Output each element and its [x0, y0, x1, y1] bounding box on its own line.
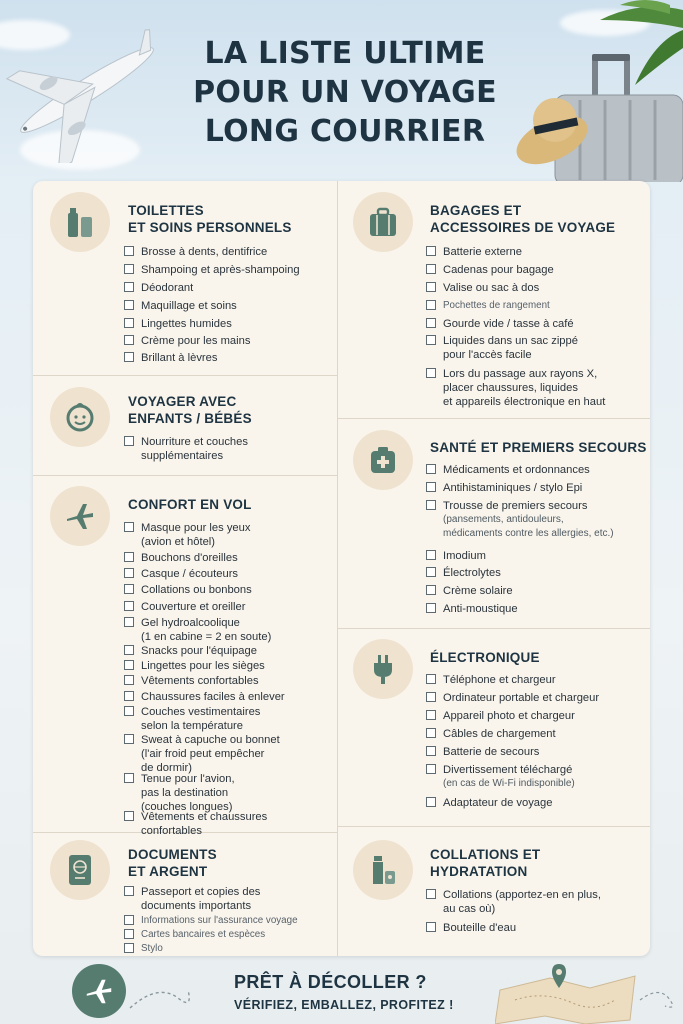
item-line: Casque / écouteurs	[141, 568, 239, 580]
item-line: confortables	[141, 825, 202, 837]
item-label	[141, 674, 259, 688]
section-title-line: ET SOINS PERSONNELS	[128, 220, 292, 235]
section-title	[128, 202, 292, 236]
section-divider	[33, 475, 337, 476]
item-line: Divertissement téléchargé	[443, 764, 573, 776]
checkbox[interactable]	[124, 915, 134, 925]
item-line: (l'air froid peut empêcher	[141, 748, 265, 760]
section-title-line: ET ARGENT	[128, 864, 208, 879]
checkbox[interactable]	[426, 889, 436, 899]
item-label	[443, 566, 501, 580]
section-title-line: HYDRATATION	[430, 864, 528, 879]
checkbox[interactable]	[426, 710, 436, 720]
checkbox[interactable]	[124, 282, 134, 292]
item-label	[141, 583, 252, 597]
first-aid-icon	[353, 430, 413, 490]
item-label: Cartes bancaires et espèces	[141, 929, 266, 940]
item-line: Vêtements confortables	[141, 675, 259, 687]
bottle-icon	[353, 840, 413, 900]
item-label	[443, 299, 550, 313]
section-title-line: ENFANTS / BÉBÉS	[128, 411, 252, 426]
checkbox[interactable]	[426, 282, 436, 292]
checkbox[interactable]	[426, 603, 436, 613]
section-title-line: CONFORT EN VOL	[128, 497, 252, 512]
item-label	[443, 245, 522, 259]
checkbox[interactable]	[426, 500, 436, 510]
item-label	[443, 463, 590, 477]
checkbox[interactable]	[124, 552, 134, 562]
section-title-line: BAGAGES ET	[430, 203, 522, 218]
checkbox[interactable]	[426, 368, 436, 378]
title-line: LA LISTE ULTIME	[204, 36, 486, 71]
item-label: Brosse à dents, dentifrice	[141, 246, 268, 258]
section-title-line: DOCUMENTS	[128, 847, 217, 862]
section-title-line: VOYAGER AVEC	[128, 394, 237, 409]
title-line: POUR UN VOYAGE	[193, 75, 497, 110]
item-line: Adaptateur de voyage	[443, 797, 553, 809]
checkbox[interactable]	[426, 567, 436, 577]
suitcase-icon	[353, 192, 413, 252]
item-label	[141, 551, 238, 565]
item-line: Collations ou bonbons	[141, 584, 252, 596]
item-label	[141, 772, 235, 814]
checkbox[interactable]	[124, 734, 134, 744]
checkbox[interactable]	[426, 482, 436, 492]
item-label: Stylo	[141, 943, 163, 954]
checkbox[interactable]	[124, 601, 134, 611]
checkbox[interactable]	[426, 585, 436, 595]
checkbox[interactable]	[124, 660, 134, 670]
checkbox[interactable]	[426, 797, 436, 807]
item-label	[443, 281, 539, 295]
item-label	[443, 745, 539, 759]
item-line: Antihistaminiques / stylo Epi	[443, 482, 583, 494]
item-line: Pochettes de rangement	[443, 300, 550, 311]
checkbox[interactable]	[124, 811, 134, 821]
checkbox[interactable]	[124, 675, 134, 685]
item-label: Crème pour les mains	[141, 335, 251, 347]
checkbox[interactable]	[426, 550, 436, 560]
item-line: Couches vestimentaires	[141, 706, 261, 718]
item-line: médicaments contre les allergies, etc.)	[443, 528, 614, 539]
item-label	[443, 888, 601, 916]
airplane-illustration	[0, 18, 175, 163]
checkbox[interactable]	[426, 300, 436, 310]
checkbox[interactable]	[426, 335, 436, 345]
item-label	[443, 763, 575, 791]
item-label	[141, 885, 260, 913]
item-line: Chaussures faciles à enlever	[141, 691, 285, 703]
item-line: Gel hydroalcoolique	[141, 617, 240, 629]
checkbox[interactable]	[426, 746, 436, 756]
item-line: Téléphone et chargeur	[443, 674, 556, 686]
item-label	[443, 673, 556, 687]
airplane-icon	[50, 486, 110, 546]
item-label	[443, 334, 578, 362]
item-line: supplémentaires	[141, 450, 224, 462]
checkbox[interactable]	[124, 335, 134, 345]
item-label	[443, 481, 582, 495]
item-line: Masque pour les yeux	[141, 522, 251, 534]
item-line: Câbles de chargement	[443, 728, 556, 740]
section-divider	[337, 418, 650, 419]
plug-icon	[353, 639, 413, 699]
item-line: et appareils électronique en haut	[443, 396, 606, 408]
checkbox[interactable]	[124, 706, 134, 716]
checkbox[interactable]	[426, 318, 436, 328]
section-divider	[337, 628, 650, 629]
item-label	[443, 499, 614, 541]
item-label: Shampoing et après-shampoing	[141, 264, 300, 276]
item-line: selon la température	[141, 720, 243, 732]
checkbox[interactable]	[426, 922, 436, 932]
item-line: placer chaussures, liquides	[443, 382, 578, 394]
item-label	[443, 796, 552, 810]
checkbox[interactable]	[426, 246, 436, 256]
checkbox[interactable]	[124, 691, 134, 701]
item-label: Bouteille d'eau	[443, 922, 517, 934]
item-line: (1 en cabine = 2 en soute)	[141, 631, 272, 643]
section-title	[128, 846, 217, 880]
item-line: Crème solaire	[443, 585, 513, 597]
checkbox[interactable]	[124, 300, 134, 310]
item-label	[443, 317, 574, 331]
item-line: Collations (apportez-en en plus,	[443, 889, 601, 901]
checkbox[interactable]	[124, 352, 134, 362]
item-label	[443, 263, 554, 277]
item-label	[443, 727, 556, 741]
item-line: au cas où)	[443, 903, 496, 915]
footer-title: PRÊT À DÉCOLLER ?	[234, 972, 427, 992]
item-label	[141, 733, 280, 775]
item-label	[443, 549, 486, 563]
item-line: pas la destination	[141, 787, 229, 799]
item-line: Valise ou sac à dos	[443, 282, 540, 294]
item-label	[443, 602, 518, 616]
item-line: documents importants	[141, 900, 252, 912]
checkbox[interactable]	[124, 929, 134, 939]
checkbox[interactable]	[124, 264, 134, 274]
item-line: pour l'accès facile	[443, 349, 532, 361]
item-line: Médicaments et ordonnances	[443, 464, 590, 476]
item-line: Vêtements et chaussures	[141, 811, 268, 823]
airplane-icon	[72, 964, 126, 1018]
item-line: Ordinateur portable et chargeur	[443, 692, 600, 704]
item-line: Batterie externe	[443, 246, 522, 258]
item-label	[141, 659, 265, 673]
checkbox[interactable]	[426, 264, 436, 274]
checkbox[interactable]	[124, 584, 134, 594]
checkbox[interactable]	[124, 886, 134, 896]
item-label	[141, 435, 248, 463]
checkbox[interactable]	[426, 728, 436, 738]
section-title	[430, 439, 647, 456]
item-line: Anti-moustique	[443, 603, 518, 615]
item-label: Brillant à lèvres	[141, 352, 218, 364]
item-label	[141, 600, 245, 614]
section-title	[430, 649, 540, 666]
checkbox[interactable]	[124, 246, 134, 256]
item-line: Passeport et copies des	[141, 886, 261, 898]
item-line: Nourriture et couches	[141, 436, 248, 448]
checkbox[interactable]	[426, 692, 436, 702]
dashed-path	[128, 978, 208, 1018]
item-line: Lors du passage aux rayons X,	[443, 368, 598, 380]
item-line: Bouchons d'oreilles	[141, 552, 238, 564]
item-label	[443, 709, 575, 723]
item-line: (en cas de Wi-Fi indisponible)	[443, 778, 575, 789]
item-line: (avion et hôtel)	[141, 536, 216, 548]
map-illustration	[495, 960, 683, 1024]
item-line: (pansements, antidouleurs,	[443, 514, 564, 525]
page-title	[150, 34, 540, 151]
column-divider	[337, 181, 338, 956]
item-label	[141, 644, 257, 658]
section-divider	[337, 826, 650, 827]
checkbox[interactable]	[124, 522, 134, 532]
item-line: Liquides dans un sac zippé	[443, 335, 578, 347]
item-label	[443, 691, 599, 705]
item-line: Sweat à capuche ou bonnet	[141, 734, 280, 746]
item-label: Informations sur l'assurance voyage	[141, 915, 298, 926]
item-line: Cadenas pour bagage	[443, 264, 554, 276]
item-line: Batterie de secours	[443, 746, 540, 758]
checkbox[interactable]	[124, 318, 134, 328]
section-title-line: SANTÉ ET PREMIERS SECOURS	[430, 440, 647, 455]
checkbox[interactable]	[124, 436, 134, 446]
item-label: Déodorant	[141, 282, 194, 294]
item-line: Appareil photo et chargeur	[443, 710, 575, 722]
item-line: Électrolytes	[443, 567, 501, 579]
toiletries-icon	[50, 192, 110, 252]
item-label: Lingettes humides	[141, 318, 232, 330]
item-line: de dormir)	[141, 762, 192, 774]
checkbox[interactable]	[426, 764, 436, 774]
checkbox[interactable]	[124, 773, 134, 783]
checkbox[interactable]	[124, 645, 134, 655]
item-label	[141, 567, 238, 581]
baby-icon	[50, 387, 110, 447]
item-label	[443, 584, 513, 598]
checkbox[interactable]	[124, 943, 134, 953]
item-line: Gourde vide / tasse à café	[443, 318, 574, 330]
footer-subtitle: VÉRIFIEZ, EMBALLEZ, PROFITEZ !	[234, 998, 454, 1012]
item-line: Couverture et oreiller	[141, 601, 246, 613]
section-title-line: COLLATIONS ET	[430, 847, 541, 862]
item-line: Snacks pour l'équipage	[141, 645, 257, 657]
section-title	[430, 202, 615, 236]
item-line: Lingettes pour les sièges	[141, 660, 265, 672]
item-label	[443, 367, 605, 409]
title-line: LONG COURRIER	[204, 114, 486, 149]
item-line: Imodium	[443, 550, 486, 562]
checkbox[interactable]	[426, 464, 436, 474]
checkbox[interactable]	[124, 568, 134, 578]
item-label: Maquillage et soins	[141, 300, 237, 312]
item-label	[141, 690, 285, 704]
item-label	[141, 705, 260, 733]
passport-icon	[50, 840, 110, 900]
item-line: Trousse de premiers secours	[443, 500, 588, 512]
item-label	[141, 810, 267, 838]
item-label	[141, 521, 250, 549]
section-divider	[33, 375, 337, 376]
section-title-line: TOILETTES	[128, 203, 204, 218]
item-label	[141, 616, 271, 644]
section-title-line: ACCESSOIRES DE VOYAGE	[430, 220, 616, 235]
item-line: Tenue pour l'avion,	[141, 773, 235, 785]
section-title	[128, 496, 252, 513]
item-line: (couches longues)	[141, 801, 233, 813]
checkbox[interactable]	[124, 617, 134, 627]
checkbox[interactable]	[426, 674, 436, 684]
section-title-line: ÉLECTRONIQUE	[430, 650, 540, 665]
section-title	[430, 846, 540, 880]
section-title	[128, 393, 252, 427]
